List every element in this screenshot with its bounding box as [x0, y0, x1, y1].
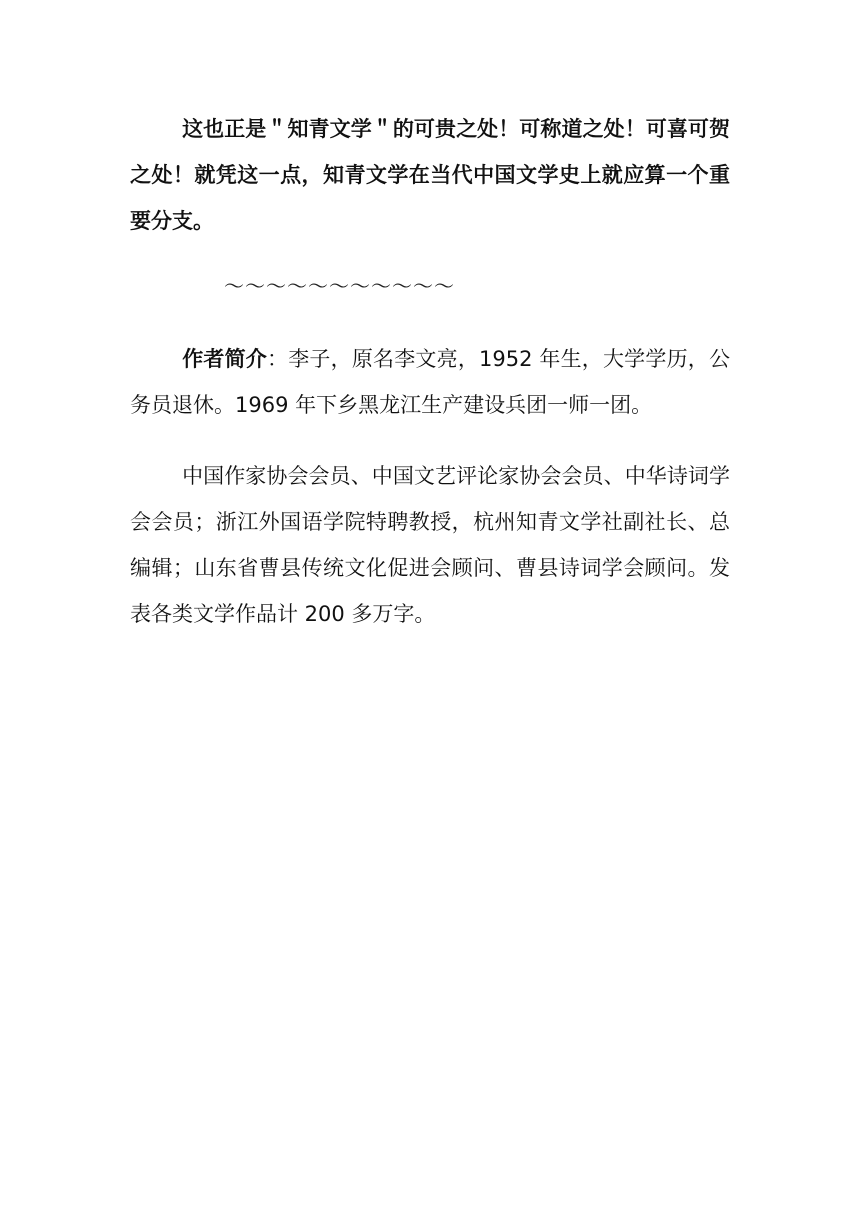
closing-paragraph — [130, 106, 730, 244]
author-bio-paragraph — [130, 336, 730, 428]
author-bio-label: 作者简介 — [182, 347, 268, 371]
author-bio-text: ：李子，原名李文亮，1952 年生，大学学历，公务员退休。1969 年下乡黑龙江生产建设兵团一师一团。 — [130, 347, 730, 417]
tilde-divider: ～～～～～～～～～～～ — [224, 274, 455, 298]
closing-paragraph-text: 这也正是＂知青文学＂的可贵之处！可称道之处！可喜可贺之处！就凭这一点，知青文学在当代中国文学史上就应算一个重要分支。 — [130, 117, 730, 233]
author-credentials-text: 中国作家协会会员、中国文艺评论家协会会员、中华诗词学会会员；浙江外国语学院特聘教授，杭州知青文学社副社长、总编辑；山东省曹县传统文化促进会顾问、曹县诗词学会顾问。发表各类文学作品计 200 多万字。 — [130, 464, 730, 626]
author-credentials-paragraph — [130, 453, 730, 637]
